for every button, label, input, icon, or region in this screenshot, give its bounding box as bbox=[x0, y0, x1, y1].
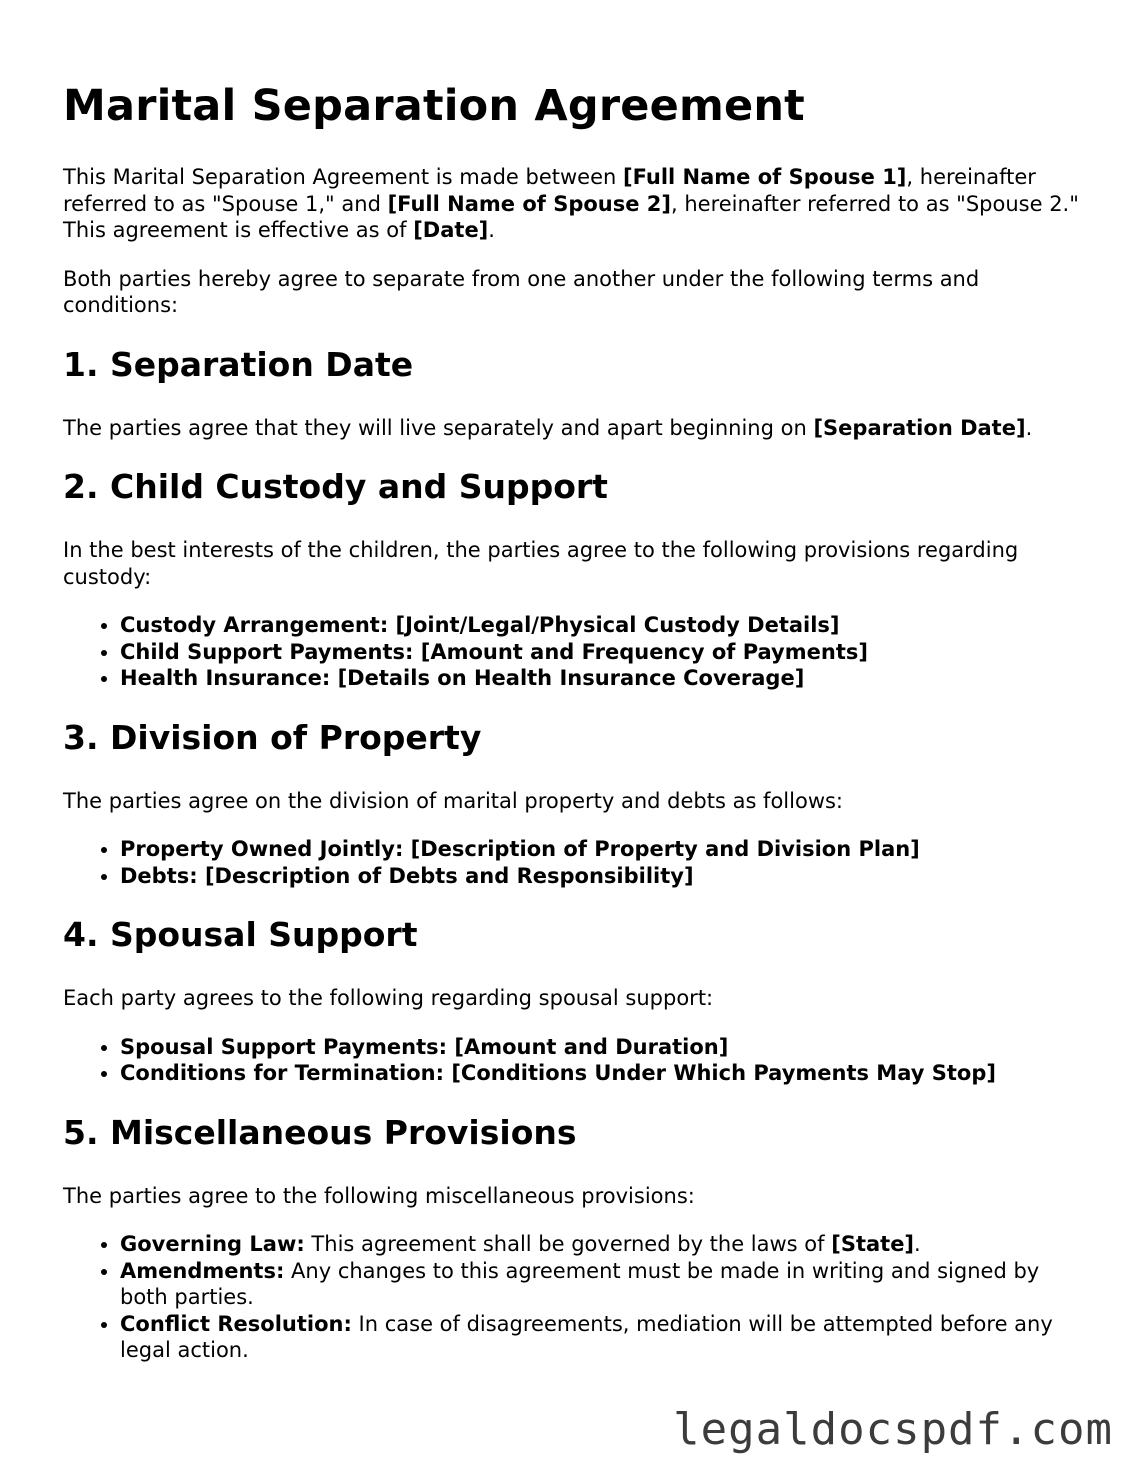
document-page bbox=[63, 70, 1093, 1386]
agree-paragraph: Both parties hereby agree to separate from one another under the following terms and conditions: bbox=[63, 266, 980, 317]
list-item: • Property Owned Jointly: [Description of Property and Division Plan] bbox=[120, 836, 1093, 863]
spousal-support-list bbox=[63, 1034, 1093, 1087]
section-paragraph: The parties agree on the division of marital property and debts as follows: bbox=[63, 788, 844, 813]
intro-text: This Marital Separation Agreement is made between bbox=[63, 165, 623, 189]
list-item: • Debts: [Description of Debts and Responsibility] bbox=[120, 863, 1093, 890]
list-item: • Amendments: Any changes to this agreement must be made in writing and signed by both parties. bbox=[120, 1258, 1093, 1311]
watermark: legaldocspdf.com bbox=[673, 1404, 1113, 1455]
intro-text: . bbox=[488, 218, 495, 242]
spouse2-placeholder: [Full Name of Spouse 2] bbox=[387, 191, 671, 216]
item-label: Conflict Resolution: bbox=[120, 1311, 352, 1336]
section-text: The parties agree that they will live separately and apart beginning on bbox=[63, 415, 814, 440]
intro-paragraph bbox=[63, 164, 1093, 244]
section-heading: 4. Spousal Support bbox=[63, 915, 418, 954]
separation-date-placeholder: [Separation Date] bbox=[813, 415, 1026, 440]
section-heading: 1. Separation Date bbox=[63, 344, 414, 384]
list-item: • Child Support Payments: [Amount and Frequency of Payments] bbox=[120, 639, 1093, 666]
section-heading: 3. Division of Property bbox=[63, 717, 482, 757]
date-placeholder: [Date] bbox=[413, 218, 489, 242]
misc-list bbox=[63, 1231, 1093, 1364]
state-placeholder: [State] bbox=[831, 1232, 915, 1256]
item-label: Amendments: bbox=[120, 1258, 285, 1283]
list-item: • Spousal Support Payments: [Amount and Duration] bbox=[120, 1034, 1093, 1061]
section-paragraph: The parties agree to the following miscellaneous provisions: bbox=[63, 1183, 695, 1208]
list-item: • Custody Arrangement: [Joint/Legal/Physical Custody Details] bbox=[120, 612, 1093, 639]
custody-list bbox=[63, 612, 1093, 692]
list-item: • Health Insurance: [Details on Health Insurance Coverage] bbox=[120, 665, 1093, 692]
item-label: Governing Law: bbox=[120, 1232, 305, 1256]
section-paragraph: Each party agrees to the following regarding spousal support: bbox=[63, 986, 714, 1010]
spouse1-placeholder: [Full Name of Spouse 1] bbox=[623, 165, 907, 189]
intro-text: , hereinafter referred to as "Spouse 2." This agreement is effective as of bbox=[63, 191, 1079, 242]
list-item: • Governing Law: This agreement shall be governed by the laws of [State]. bbox=[120, 1231, 1093, 1258]
section-paragraph bbox=[63, 415, 1093, 442]
property-list bbox=[63, 836, 1093, 889]
list-item: • Conditions for Termination: [Conditions Under Which Payments May Stop] bbox=[120, 1060, 1093, 1087]
page-title: Marital Separation Agreement bbox=[63, 81, 805, 131]
list-item: • Conflict Resolution: In case of disagreements, mediation will be attempted before any legal action. bbox=[120, 1311, 1093, 1364]
intro-text: , hereinafter referred to as "Spouse 1," and bbox=[63, 165, 1036, 216]
section-text: . bbox=[1025, 415, 1033, 440]
section-heading: 5. Miscellaneous Provisions bbox=[63, 1112, 577, 1152]
section-paragraph: In the best interests of the children, the parties agree to the following provisions regarding custody: bbox=[63, 538, 1019, 589]
section-heading: 2. Child Custody and Support bbox=[63, 467, 608, 506]
